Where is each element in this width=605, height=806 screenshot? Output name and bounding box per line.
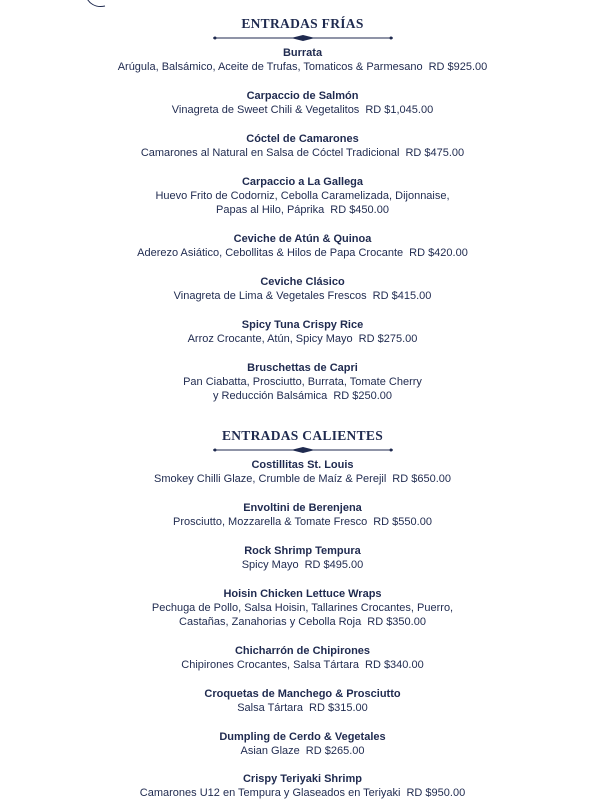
item-price: RD $950.00	[406, 787, 466, 799]
menu-item	[0, 89, 605, 117]
item-description: Arúgula, Balsámico, Aceite de Trufas, Tomaticos & Parmesano RD $925.00	[117, 61, 488, 73]
menu-item	[0, 318, 605, 346]
item-price: RD $315.00	[309, 702, 368, 714]
item-description: Camarones al Natural en Salsa de Cóctel Tradicional RD $475.00	[140, 147, 465, 159]
menu-item	[0, 544, 605, 572]
item-name: Dumpling de Cerdo & Vegetales	[219, 731, 386, 743]
item-price: RD $550.00	[373, 516, 432, 528]
item-price: RD $275.00	[358, 333, 418, 345]
item-description: Chipirones Crocantes, Salsa Tártara RD $340.00	[181, 659, 424, 671]
item-description: Smokey Chilli Glaze, Crumble de Maíz & Perejil RD $650.00	[153, 473, 452, 485]
item-name: Croquetas de Manchego & Prosciutto	[204, 688, 401, 700]
item-price: RD $250.00	[333, 390, 393, 402]
item-price: RD $265.00	[305, 745, 365, 757]
menu-item	[0, 132, 605, 160]
menu-item	[0, 644, 605, 672]
item-price: RD $925.00	[428, 61, 488, 73]
item-description: Prosciutto, Mozzarella & Tomate Fresco RD $550.00	[173, 516, 432, 528]
item-description: Salsa Tártara RD $315.00	[237, 702, 368, 714]
menu-item	[0, 275, 605, 303]
item-name: Spicy Tuna Crispy Rice	[241, 319, 364, 331]
item-name: Carpaccio de Salmón	[246, 90, 359, 102]
item-name: Carpaccio a La Gallega	[241, 176, 364, 188]
item-name: Cóctel de Camarones	[246, 133, 359, 145]
menu-item	[0, 730, 605, 758]
item-name: Envoltini de Berenjena	[243, 502, 362, 514]
menu-item	[0, 687, 605, 715]
item-price: RD $420.00	[409, 247, 468, 259]
section-title: ENTRADAS FRÍAS	[241, 16, 364, 31]
item-description: Pechuga de Pollo, Salsa Hoisin, Tallarines Crocantes, Puerro, Castañas, Zanahorias y Cebolla Roja RD $350.00	[151, 602, 454, 628]
item-description: Camarones U12 en Tempura y Glaseados en Teriyaki RD $950.00	[139, 787, 466, 799]
item-name: Ceviche de Atún & Quinoa	[233, 233, 372, 245]
menu-item	[0, 175, 605, 217]
item-name: Rock Shrimp Tempura	[244, 545, 361, 557]
item-price: RD $1,045.00	[365, 104, 434, 116]
menu-item	[0, 587, 605, 629]
item-description: Vinagreta de Lima & Vegetales Frescos RD $415.00	[173, 290, 432, 302]
item-price: RD $450.00	[330, 204, 389, 216]
item-price: RD $350.00	[367, 616, 426, 628]
section-entradas-frias	[0, 16, 605, 42]
item-price: RD $495.00	[304, 559, 364, 571]
item-name: Burrata	[282, 47, 323, 59]
item-name: Ceviche Clásico	[260, 276, 345, 288]
corner-ornament-icon	[84, 0, 106, 10]
item-name: Crispy Teriyaki Shrimp	[242, 773, 362, 785]
menu-item	[0, 232, 605, 260]
section-entradas-calientes	[0, 428, 605, 454]
menu-item	[0, 361, 605, 403]
item-price: RD $340.00	[365, 659, 424, 671]
item-description: Aderezo Asiático, Cebollitas & Hilos de Papa Crocante RD $420.00	[137, 247, 468, 259]
menu-item	[0, 772, 605, 800]
menu-item	[0, 46, 605, 74]
item-description: Vinagreta de Sweet Chili & Vegetalitos RD $1,045.00	[171, 104, 434, 116]
item-price: RD $415.00	[372, 290, 432, 302]
menu-item	[0, 501, 605, 529]
item-name: Bruschettas de Capri	[247, 362, 358, 374]
item-description: Spicy Mayo RD $495.00	[241, 559, 364, 571]
item-name: Chicharrón de Chipirones	[234, 645, 371, 657]
item-name: Hoisin Chicken Lettuce Wraps	[223, 588, 382, 600]
item-name: Costillitas St. Louis	[251, 459, 354, 471]
section-title: ENTRADAS CALIENTES	[221, 428, 384, 443]
item-description: Asian Glaze RD $265.00	[240, 745, 365, 757]
item-description: Huevo Frito de Codorniz, Cebolla Caramelizada, Dijonnaise, Papas al Hilo, Páprika RD $450.00	[155, 190, 450, 216]
ornament-divider-icon	[213, 34, 393, 42]
item-price: RD $475.00	[405, 147, 465, 159]
ornament-divider-icon	[213, 446, 393, 454]
item-price: RD $650.00	[392, 473, 452, 485]
item-description: Pan Ciabatta, Prosciutto, Burrata, Tomate Cherry y Reducción Balsámica RD $250.00	[183, 376, 422, 402]
item-description: Arroz Crocante, Atún, Spicy Mayo RD $275.00	[187, 333, 418, 345]
menu-item	[0, 458, 605, 486]
